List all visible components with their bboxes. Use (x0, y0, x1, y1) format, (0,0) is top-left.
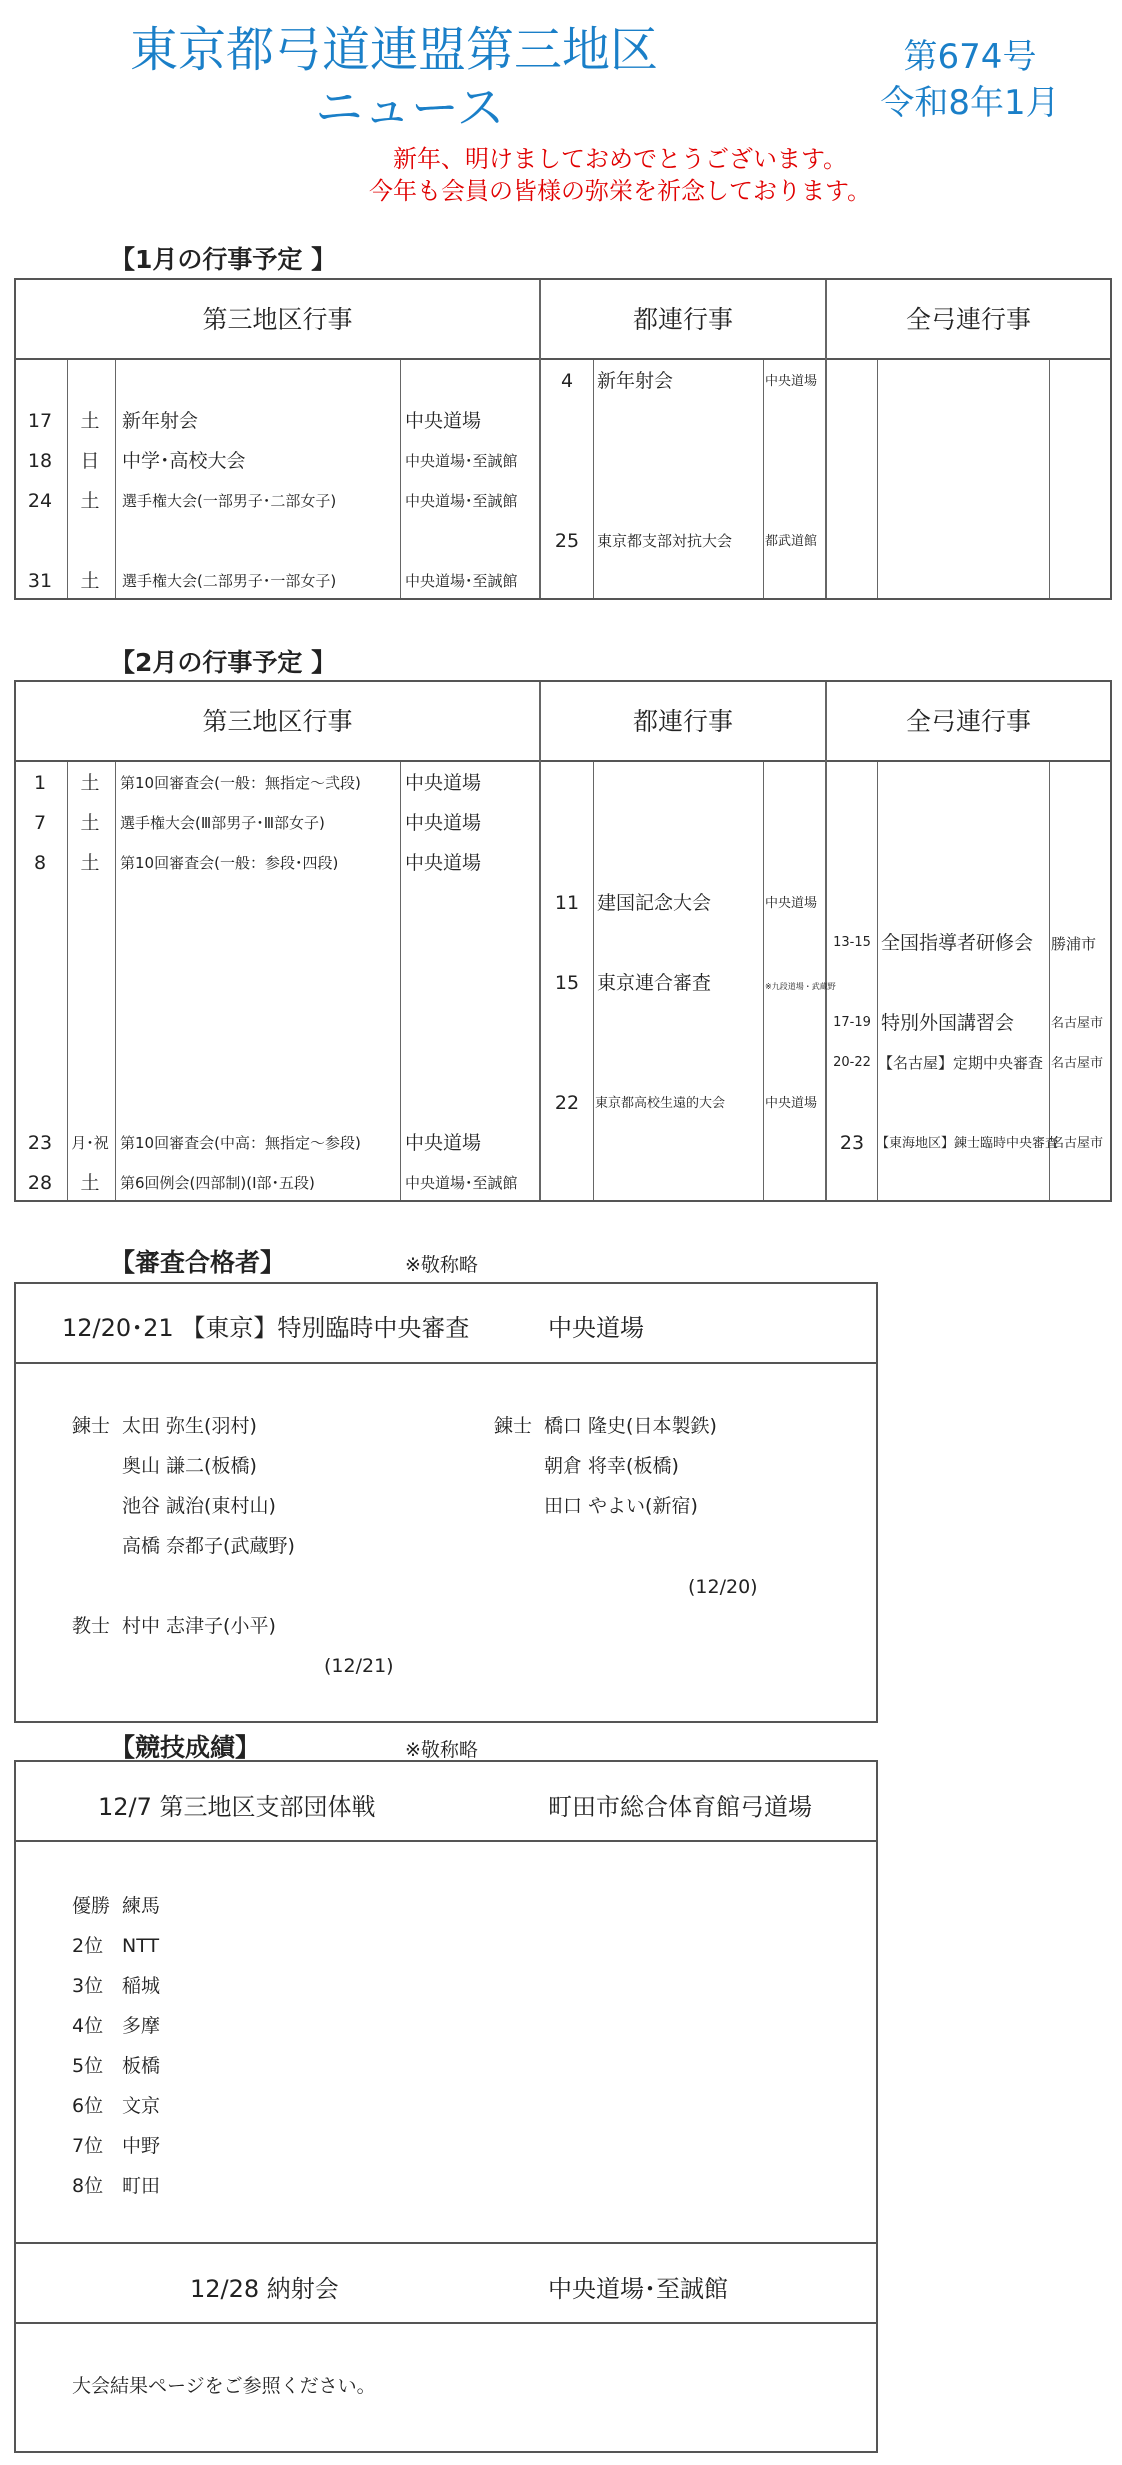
results-footer: 大会結果ページをご参照ください。 (72, 2375, 376, 2397)
list-item: 朝倉 将幸(板橋) (544, 1455, 679, 1477)
place: 8位 (72, 2175, 104, 2197)
day: 15 (554, 972, 580, 994)
issue-number: 第674号 (903, 37, 1037, 77)
place: 3位 (72, 1975, 104, 1997)
venue: 名古屋市 (1051, 1016, 1104, 1031)
day: 4 (560, 370, 574, 392)
weekday: 土 (80, 852, 100, 874)
feb-heading: 【2月の行事予定 】 (110, 648, 337, 677)
event: 第10回審査会(一般：参段･四段) (120, 854, 339, 872)
team: 多摩 (122, 2015, 161, 2037)
day: 23 (27, 1132, 53, 1154)
venue: ※九段道場・武蔵野 (765, 982, 836, 991)
place: 2位 (72, 1935, 104, 1957)
team: 文京 (122, 2095, 161, 2117)
event: 【名古屋】定期中央審査 (878, 1054, 1044, 1072)
day: 17 (27, 410, 53, 432)
day: 7 (33, 812, 47, 834)
event: 中学･高校大会 (122, 450, 246, 472)
day: 22 (554, 1092, 580, 1114)
venue: 中央道場 (765, 374, 818, 389)
day: 23 (839, 1132, 865, 1154)
list-item: 奥山 謙二(板橋) (122, 1455, 257, 1477)
jan-col-tokyo: 都連行事 (632, 305, 733, 334)
exam-venue: 中央道場 (548, 1314, 644, 1342)
day: 25 (554, 530, 580, 552)
rank-renshi-left: 錬士 (72, 1415, 111, 1437)
list-item: 池谷 誠治(東村山) (122, 1495, 276, 1517)
venue: 中央道場･至誠館 (405, 452, 518, 470)
venue: 中央道場 (405, 812, 482, 834)
list-item: 太田 弥生(羽村) (122, 1415, 257, 1437)
day: 1 (33, 772, 47, 794)
weekday: 土 (80, 570, 100, 592)
place: 6位 (72, 2095, 104, 2117)
rank-kyoshi: 教士 (72, 1615, 111, 1637)
place: 4位 (72, 2015, 104, 2037)
venue: 勝浦市 (1051, 935, 1097, 953)
feb-col-tokyo: 都連行事 (632, 707, 733, 736)
event: 東京都支部対抗大会 (597, 532, 733, 550)
event: 選手権大会(二部男子･一部女子) (122, 572, 337, 590)
venue: 中央道場 (765, 1096, 818, 1111)
title-line-2: ニュース (315, 80, 505, 136)
team: 町田 (122, 2175, 161, 2197)
event: 特別外国講習会 (881, 1012, 1015, 1034)
place: 5位 (72, 2055, 104, 2077)
weekday: 日 (80, 450, 100, 472)
venue: 中央道場･至誠館 (405, 572, 518, 590)
day: 17-19 (833, 1015, 871, 1030)
event: 東京都高校生遠的大会 (595, 1096, 726, 1111)
venue: 中央道場･至誠館 (405, 492, 518, 510)
feb-col-district: 第三地区行事 (202, 707, 353, 736)
venue: 中央道場 (405, 410, 482, 432)
weekday: 土 (80, 772, 100, 794)
greeting-line-2: 今年も会員の皆様の弥栄を祈念しております。 (368, 177, 872, 205)
weekday: 土 (80, 812, 100, 834)
jan-heading: 【1月の行事予定 】 (110, 245, 337, 274)
place: 7位 (72, 2135, 104, 2157)
weekday: 土 (80, 490, 100, 512)
title-line-1: 東京都弓道連盟第三地区 (130, 22, 659, 78)
event: 新年射会 (122, 410, 199, 432)
place: 優勝 (72, 1895, 111, 1917)
results-title: 12/7 第三地区支部団体戦 (98, 1793, 376, 1821)
list-item: 橋口 隆史(日本製鉄) (544, 1415, 717, 1437)
team: 板橋 (122, 2055, 161, 2077)
results-note: ※敬称略 (405, 1739, 478, 1761)
greeting-line-1: 新年、明けましておめでとうございます。 (392, 145, 848, 173)
venue: 中央道場 (405, 852, 482, 874)
exam-heading: 【審査合格者】 (110, 1248, 286, 1277)
list-item: 村中 志津子(小平) (122, 1615, 276, 1637)
event: 選手権大会(一部男子･二部女子) (122, 492, 337, 510)
jan-col-national: 全弓連行事 (905, 305, 1031, 334)
day: 31 (27, 570, 53, 592)
results-venue: 町田市総合体育館弓道場 (548, 1793, 812, 1821)
day: 8 (33, 852, 47, 874)
event: 第10回審査会(中高：無指定～参段) (120, 1134, 361, 1152)
day: 24 (27, 490, 53, 512)
feb-col-national: 全弓連行事 (905, 707, 1031, 736)
event: 第6回例会(四部制)(Ⅰ部･五段) (120, 1174, 315, 1192)
list-item: 田口 やよい(新宿) (544, 1495, 698, 1517)
weekday: 月･祝 (71, 1134, 109, 1152)
rank-renshi-right: 錬士 (494, 1415, 533, 1437)
team: 練馬 (122, 1895, 161, 1917)
day: 28 (27, 1172, 53, 1194)
day: 13-15 (833, 935, 871, 950)
event: 第10回審査会(一般：無指定～弐段) (120, 774, 361, 792)
event: 東京連合審査 (597, 972, 712, 994)
event: 建国記念大会 (597, 892, 712, 914)
list-item: 高橋 奈都子(武蔵野) (122, 1535, 295, 1557)
venue: 名古屋市 (1051, 1056, 1104, 1071)
exam-title: 12/20･21 【東京】特別臨時中央審査 (62, 1314, 470, 1342)
jan-col-district: 第三地区行事 (202, 305, 353, 334)
weekday: 土 (80, 1172, 100, 1194)
event: 新年射会 (597, 370, 674, 392)
team: 中野 (122, 2135, 161, 2157)
results-venue-2: 中央道場･至誠館 (548, 2275, 728, 2303)
venue: 中央道場･至誠館 (405, 1174, 518, 1192)
day: 20-22 (833, 1055, 871, 1070)
team: 稲城 (122, 1975, 161, 1997)
day: 11 (554, 892, 580, 914)
results-heading: 【競技成績】 (110, 1733, 261, 1762)
venue: 中央道場 (765, 896, 818, 911)
day: 18 (27, 450, 53, 472)
issue-date: 令和8年1月 (880, 83, 1060, 123)
exam-date-1: (12/20) (688, 1576, 758, 1598)
team: NTT (122, 1935, 160, 1957)
venue: 中央道場 (405, 772, 482, 794)
event: 選手権大会(Ⅲ部男子･Ⅲ部女子) (120, 814, 325, 832)
results-title-2: 12/28 納射会 (190, 2275, 339, 2303)
event: 【東海地区】錬士臨時中央審査 (876, 1136, 1059, 1151)
exam-note: ※敬称略 (405, 1254, 478, 1276)
event: 全国指導者研修会 (881, 932, 1034, 954)
venue: 都武道館 (765, 534, 818, 549)
venue: 中央道場 (405, 1132, 482, 1154)
exam-date-2: (12/21) (324, 1655, 394, 1677)
weekday: 土 (80, 410, 100, 432)
venue: 名古屋市 (1051, 1136, 1104, 1151)
